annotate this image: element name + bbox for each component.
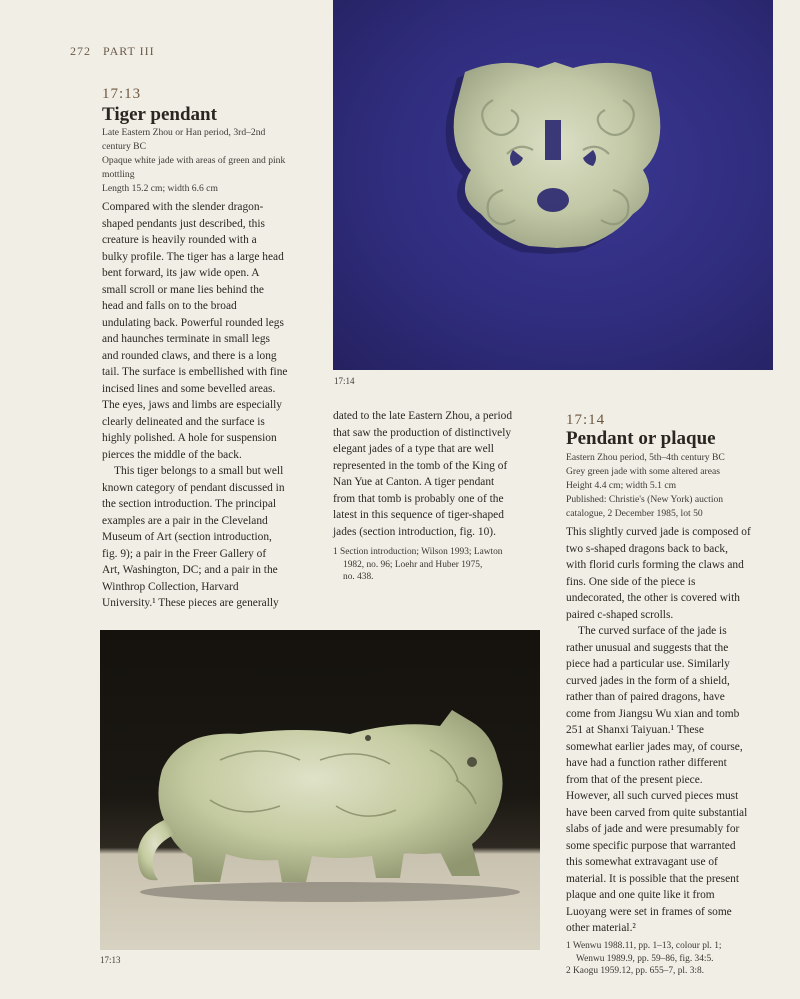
body-line: some specific purpose that warranted xyxy=(566,839,736,852)
body-line: Nan Yue at Canton. A tiger pendant xyxy=(333,476,495,488)
body-line: Winthrop Collection, Harvard xyxy=(102,580,239,593)
body-line: jades (section introduction, fig. 10). xyxy=(333,525,496,538)
body-line: bent forward, its jaw wide open. A xyxy=(102,267,260,279)
entry-2-meta xyxy=(566,451,781,521)
body-line: bulky profile. The tiger has a large head xyxy=(102,250,284,263)
body-line: rather unusual and suggests that the xyxy=(566,641,729,654)
body-line: latest in this sequence of tiger-shaped xyxy=(333,509,504,521)
note-line: 1 Section introduction; Wilson 1993; Lawton xyxy=(333,547,503,557)
body-line: Luoyang were set in frames of some xyxy=(566,905,732,918)
note-line: 2 Kaogu 1959.12, pp. 655–7, pl. 3:8. xyxy=(566,966,705,976)
caption-17-13: 17:13 xyxy=(100,955,121,965)
note-line: Wenwu 1989.9, pp. 59–86, fig. 34:5. xyxy=(576,953,714,964)
body-line: elegant jades of a type that are well xyxy=(333,443,494,455)
running-head xyxy=(70,44,155,59)
body-line: paired c-shaped scrolls. xyxy=(566,608,674,621)
meta-line: Published: Christie's (New York) auction xyxy=(566,494,724,505)
meta-line: Eastern Zhou period, 5th–4th century BC xyxy=(566,452,725,463)
body-line: plaque and one quite like it from xyxy=(566,889,715,901)
body-line: two s-shaped dragons back to back, xyxy=(566,542,728,555)
meta-line: century BC xyxy=(102,141,146,152)
entry-1-notes xyxy=(333,546,548,584)
body-line: have been carved from quite substantial xyxy=(566,806,748,819)
note-line: 1982, no. 96; Loehr and Huber 1975, xyxy=(343,559,483,570)
body-line: pierces the middle of the back. xyxy=(102,448,242,461)
body-line: rather than of paired dragons, have xyxy=(566,691,725,703)
note-line: 1 Wenwu 1988.11, pp. 1–13, colour pl. 1; xyxy=(566,941,722,951)
entry-2-title: Pendant or plaque xyxy=(566,428,716,449)
body-line: The eyes, jaws and limbs are especially xyxy=(102,399,282,411)
body-line: undulating back. Powerful rounded legs xyxy=(102,316,284,329)
entry-1-title: Tiger pendant xyxy=(102,104,217,125)
photo-pendant-plaque xyxy=(333,0,773,370)
body-line: Museum of Art (section introduction, xyxy=(102,531,272,543)
body-line: the section introduction. The principal xyxy=(102,498,277,510)
body-line: dated to the late Eastern Zhou, a period xyxy=(333,410,513,422)
entry-1-body-col1 xyxy=(102,199,327,612)
entry-1-body-col2 xyxy=(333,408,553,540)
body-line: represented in the tomb of the King of xyxy=(333,459,508,472)
caption-17-14: 17:14 xyxy=(334,376,355,386)
meta-line: Height 4.4 cm; width 5.1 cm xyxy=(566,480,677,491)
jade-tiger-image xyxy=(100,630,540,950)
body-line: undecorated, the other is covered with xyxy=(566,592,740,604)
body-line: with florid curls forming the claws and xyxy=(566,559,744,571)
body-line: The curved surface of the jade is xyxy=(578,625,727,637)
entry-1-code: 17:13 xyxy=(102,86,142,102)
note-line: no. 438. xyxy=(343,572,374,582)
body-line: piece had a particular use. Similarly xyxy=(566,658,730,670)
body-line: that saw the production of distinctively xyxy=(333,426,512,439)
body-line: shaped pendants just described, this xyxy=(102,217,265,230)
body-line: somewhat earlier jades may, of course, xyxy=(566,740,743,753)
body-line: from that tomb is probably one of the xyxy=(333,492,504,505)
body-line: clearly delineated and the surface is xyxy=(102,415,265,428)
body-line: this somewhat extravagant use of xyxy=(566,856,718,868)
body-line: tail. The surface is embellished with fine xyxy=(102,366,288,378)
meta-line: Length 15.2 cm; width 6.6 cm xyxy=(102,183,218,194)
body-line: fig. 9); a pair in the Freer Gallery of xyxy=(102,547,267,560)
body-line: from that of the present piece. xyxy=(566,773,703,786)
body-line: This tiger belongs to a small but well xyxy=(114,465,284,477)
meta-line: mottling xyxy=(102,169,135,180)
jade-plaque-image xyxy=(333,0,773,370)
body-line: small scroll or mane lies behind the xyxy=(102,283,264,296)
meta-line: catalogue, 2 December 1985, lot 50 xyxy=(566,508,703,519)
body-line: examples are a pair in the Cleveland xyxy=(102,514,268,527)
entry-2-code: 17:14 xyxy=(566,412,606,428)
photo-tiger-pendant xyxy=(100,630,540,950)
page-number: 272 xyxy=(70,44,91,58)
body-line: and rounded claws, and there is a long xyxy=(102,349,277,362)
body-line: incised lines and some bevelled areas. xyxy=(102,382,276,395)
entry-2-notes xyxy=(566,940,791,978)
body-line: known category of pendant discussed in xyxy=(102,481,285,494)
entry-2-body xyxy=(566,524,791,937)
body-line: have had a function rather different xyxy=(566,757,727,769)
body-line: come from Jiangsu Wu xian and tomb xyxy=(566,707,740,720)
body-line: slabs of jade and were presumably for xyxy=(566,823,740,835)
body-line: and haunches terminate in small legs xyxy=(102,333,270,345)
body-line: material. It is possible that the present xyxy=(566,872,740,885)
body-line: fins. One side of the piece is xyxy=(566,575,696,588)
body-line: head and falls on to the broad xyxy=(102,300,237,312)
meta-line: Late Eastern Zhou or Han period, 3rd–2nd xyxy=(102,127,266,138)
body-line: highly polished. A hole for suspension xyxy=(102,432,277,444)
body-line: University.¹ These pieces are generally xyxy=(102,597,279,609)
body-line: curved jades in the form of a shield, xyxy=(566,674,730,687)
body-line: This slightly curved jade is composed of xyxy=(566,526,751,538)
meta-line: Grey green jade with some altered areas xyxy=(566,466,720,477)
part-label: PART III xyxy=(103,44,155,58)
body-line: creature is heavily rounded with a xyxy=(102,234,257,246)
body-line: 251 at Shanxi Taiyuan.¹ These xyxy=(566,724,704,736)
body-line: other material.² xyxy=(566,922,636,934)
body-line: Art, Washington, DC; and a pair in the xyxy=(102,564,278,576)
meta-line: Opaque white jade with areas of green and pink xyxy=(102,155,286,166)
body-line: However, all such curved pieces must xyxy=(566,790,739,802)
body-line: Compared with the slender dragon- xyxy=(102,201,264,213)
entry-1-meta xyxy=(102,126,327,196)
